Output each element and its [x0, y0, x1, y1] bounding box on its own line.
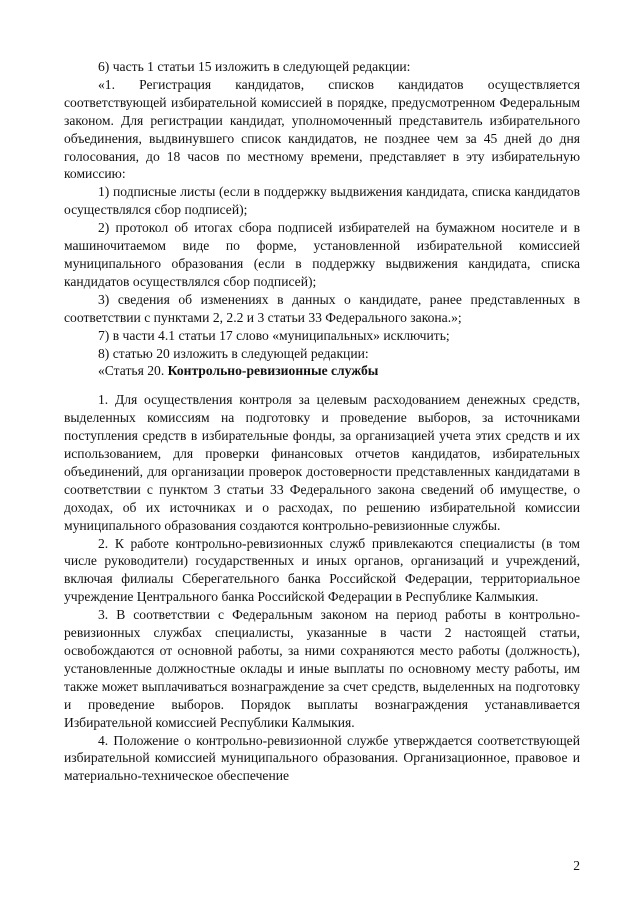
- article-paragraph-2: 2. К работе контрольно-ревизионных служб привлекаются специалисты (в том числе руководители) государственных и иных органов, организаций и учреждений, включая филиалы Сберегательного банка Российской Федерации, территориальное учреждение Центрального банка Российской Федерации в Республике Калмыкия.: [64, 535, 580, 605]
- article-heading-title: Контрольно-ревизионные службы: [167, 363, 379, 379]
- paragraph-subitem-2: 2) протокол об итогах сбора подписей избирателей на бумажном носителе и в машиночитаемом виде по форме, установленной избирательной комиссией муниципального образования (если в поддержку выдвижения кандидата, списка кандидатов осуществлялся сбор подписей);: [64, 220, 580, 289]
- article-paragraph-4: 4. Положение о контрольно-ревизионной службе утверждается соответствующей избирательной комиссией муниципального образования. Организационное, правовое и материально-техническое обеспечение: [64, 732, 580, 784]
- document-page: [64, 58, 580, 785]
- article-paragraph-3: 3. В соответствии с Федеральным законом на период работы в контрольно-ревизионных службах специалисты, указанные в части 2 настоящей статьи, освобождаются от основной работы, за ними сохраняются место работы (должность), установленные должностные оклады и иные выплаты по основному месту работы, им также может выплачиваться вознаграждение за счет средств, выделенных на подготовку и проведение выборов. Порядок выплаты вознаграждения устанавливается Избирательной комиссией Республики Калмыкия.: [64, 607, 580, 730]
- article-heading: [64, 362, 580, 380]
- article-heading-prefix: «Статья 20.: [98, 363, 168, 379]
- article-paragraph-1: 1. Для осуществления контроля за целевым расходованием денежных средств, выделенных комиссиям на подготовку и проведение выборов, за источниками поступления средств в избирательные фонды, за организацией учета этих средств и их использованием, для проверки финансовых отчетов кандидатов, избирательных объединений, для организации проверок достоверности представленных кандидатами в соответствии с пунктом 3 статьи 33 Федерального закона сведений об имуществе, о доходах, об их источниках и о расходах, по решению избирательной комиссии муниципального образования создаются контрольно-ревизионные службы.: [64, 392, 580, 533]
- paragraph-subitem-1: 1) подписные листы (если в поддержку выдвижения кандидата, списка кандидатов осуществлялся сбор подписей);: [64, 184, 580, 218]
- page-number: 2: [573, 858, 580, 873]
- paragraph-item-6: 6) часть 1 статьи 15 изложить в следующей редакции:: [98, 59, 411, 74]
- paragraph-subitem-3: 3) сведения об изменениях в данных о кандидате, ранее представленных в соответствии с пунктами 2, 2.2 и 3 статьи 33 Федерального закона.»;: [64, 291, 580, 325]
- paragraph-item-7: 7) в части 4.1 статьи 17 слово «муниципальных» исключить;: [98, 327, 450, 343]
- paragraph-item-8: 8) статью 20 изложить в следующей редакции:: [98, 345, 369, 361]
- paragraph-article15-part1: «1. Регистрация кандидатов, списков кандидатов осуществляется соответствующей избирательной комиссией в порядке, предусмотренном Федеральным законом. Для регистрации кандидат, уполномоченный представитель избирательного объединения, выдвинувшего список кандидатов, не позднее чем за 45 дней до дня голосования, до 18 часов по местному времени, представляет в эту избирательную комиссию:: [64, 76, 580, 182]
